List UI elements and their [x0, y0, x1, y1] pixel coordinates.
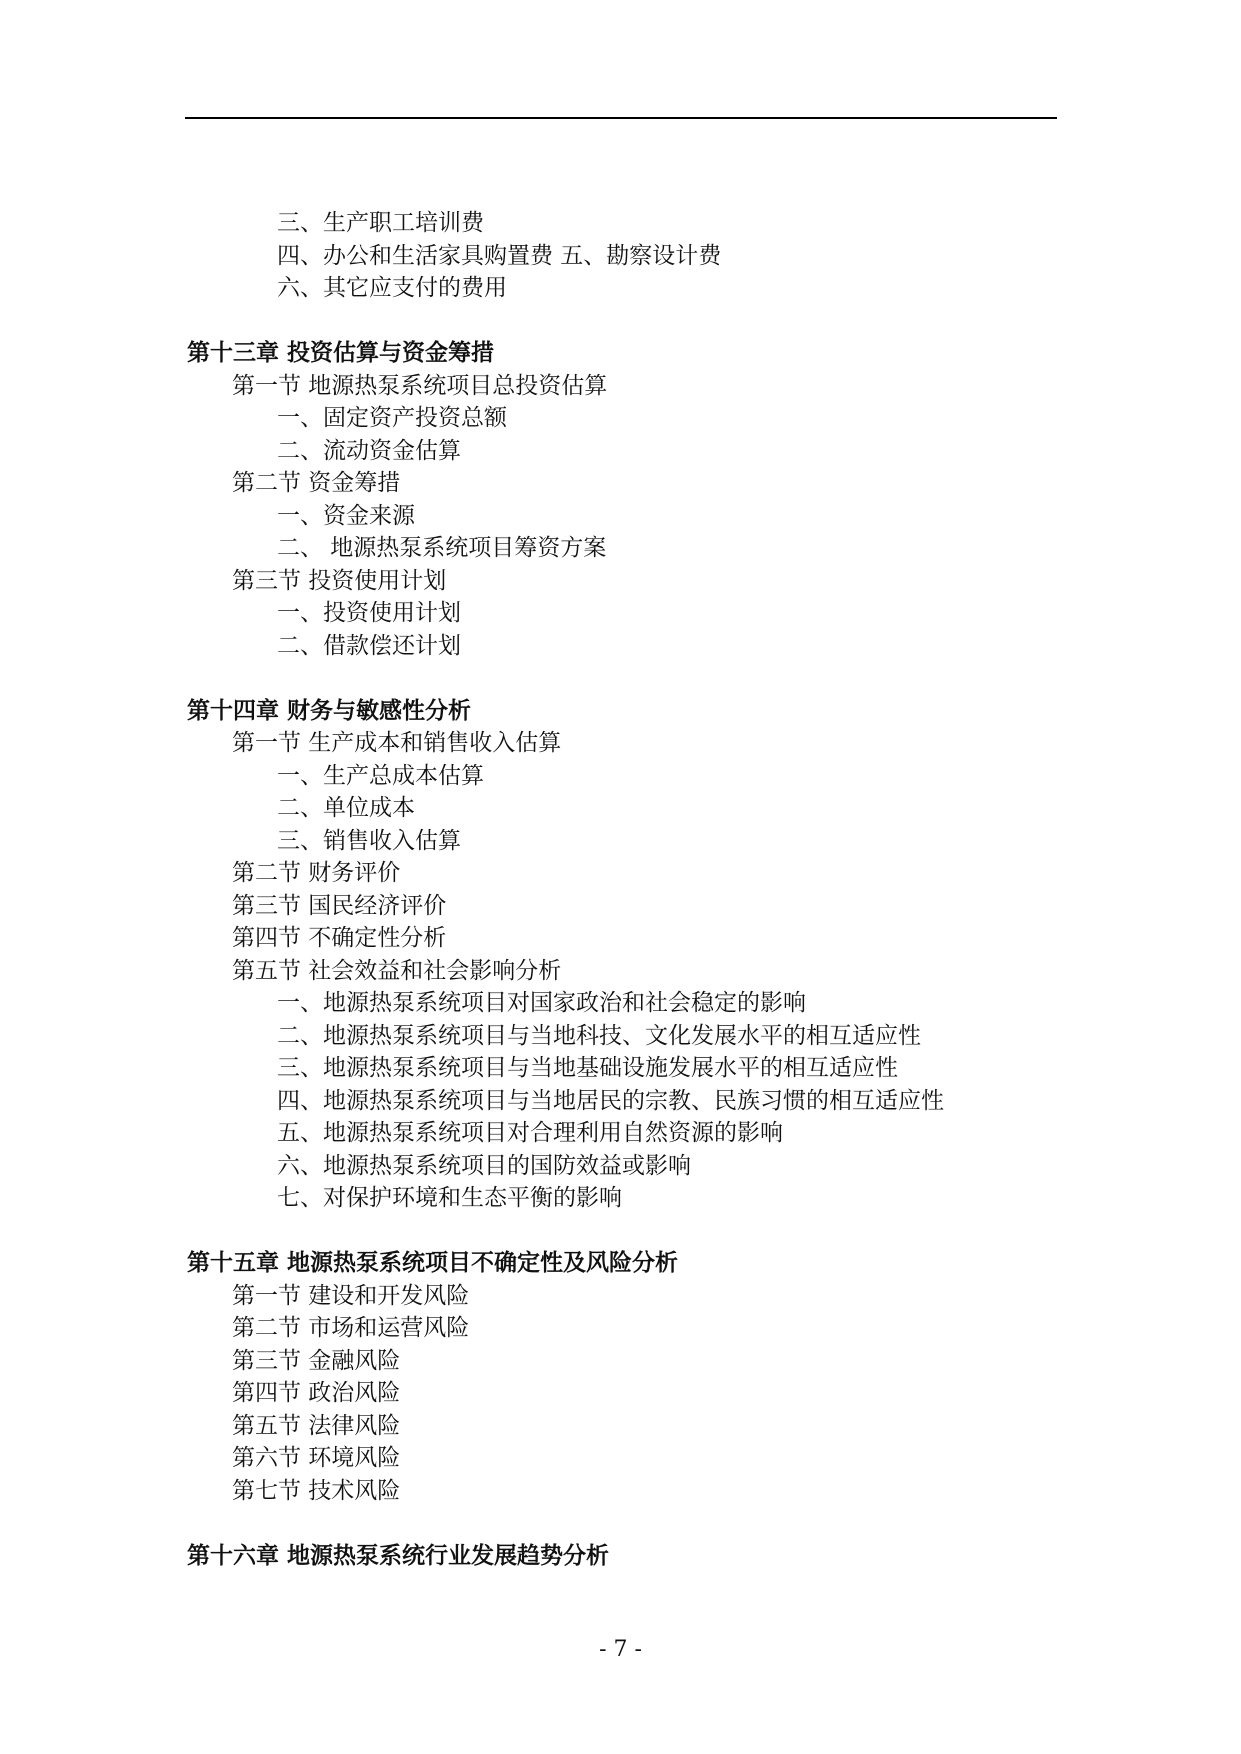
toc-item: 二、 地源热泵系统项目筹资方案	[277, 535, 607, 561]
toc-item: 一、资金来源	[277, 503, 415, 529]
toc-item: 二、地源热泵系统项目与当地科技、文化发展水平的相互适应性	[277, 1023, 921, 1049]
toc-item: 四、地源热泵系统项目与当地居民的宗教、民族习惯的相互适应性	[277, 1088, 944, 1114]
toc-section: 第四节 不确定性分析	[232, 925, 447, 951]
toc-item: 三、生产职工培训费	[277, 210, 484, 236]
toc-section: 第七节 技术风险	[232, 1478, 401, 1504]
toc-section: 第四节 政治风险	[232, 1380, 401, 1406]
toc-section: 第三节 金融风险	[232, 1348, 401, 1374]
toc-item: 七、对保护环境和生态平衡的影响	[277, 1185, 622, 1211]
toc-section: 第五节 社会效益和社会影响分析	[232, 958, 562, 984]
chapter-title: 第十六章 地源热泵系统行业发展趋势分析	[187, 1542, 610, 1569]
toc-section: 第二节 资金筹措	[232, 470, 401, 496]
toc-item: 一、固定资产投资总额	[277, 405, 507, 431]
toc-item: 四、办公和生活家具购置费 五、勘察设计费	[277, 243, 722, 269]
toc-section: 第六节 环境风险	[232, 1445, 401, 1471]
toc-item: 三、销售收入估算	[277, 828, 461, 854]
toc-section: 第三节 投资使用计划	[232, 568, 447, 594]
toc-item: 三、地源热泵系统项目与当地基础设施发展水平的相互适应性	[277, 1055, 898, 1081]
header-rule	[185, 117, 1057, 119]
chapter-title: 第十四章 财务与敏感性分析	[187, 697, 472, 724]
toc-section: 第五节 法律风险	[232, 1413, 401, 1439]
toc-item: 一、投资使用计划	[277, 600, 461, 626]
chapter-title: 第十三章 投资估算与资金筹措	[187, 339, 495, 366]
chapter-title: 第十五章 地源热泵系统项目不确定性及风险分析	[187, 1249, 679, 1276]
toc-item: 五、地源热泵系统项目对合理利用自然资源的影响	[277, 1120, 783, 1146]
toc-item: 二、单位成本	[277, 795, 415, 821]
toc-item: 二、流动资金估算	[277, 438, 461, 464]
toc-section: 第二节 财务评价	[232, 860, 401, 886]
toc-section: 第一节 生产成本和销售收入估算	[232, 730, 562, 756]
toc-section: 第一节 建设和开发风险	[232, 1283, 470, 1309]
page-number: - 7 -	[599, 1637, 642, 1662]
toc-item: 二、借款偿还计划	[277, 633, 461, 659]
toc-item: 六、地源热泵系统项目的国防效益或影响	[277, 1153, 691, 1179]
toc-item: 六、其它应支付的费用	[277, 275, 507, 301]
toc-section: 第三节 国民经济评价	[232, 893, 447, 919]
toc-section: 第二节 市场和运营风险	[232, 1315, 470, 1341]
toc-item: 一、生产总成本估算	[277, 763, 484, 789]
toc-item: 一、地源热泵系统项目对国家政治和社会稳定的影响	[277, 990, 806, 1016]
toc-section: 第一节 地源热泵系统项目总投资估算	[232, 373, 608, 399]
